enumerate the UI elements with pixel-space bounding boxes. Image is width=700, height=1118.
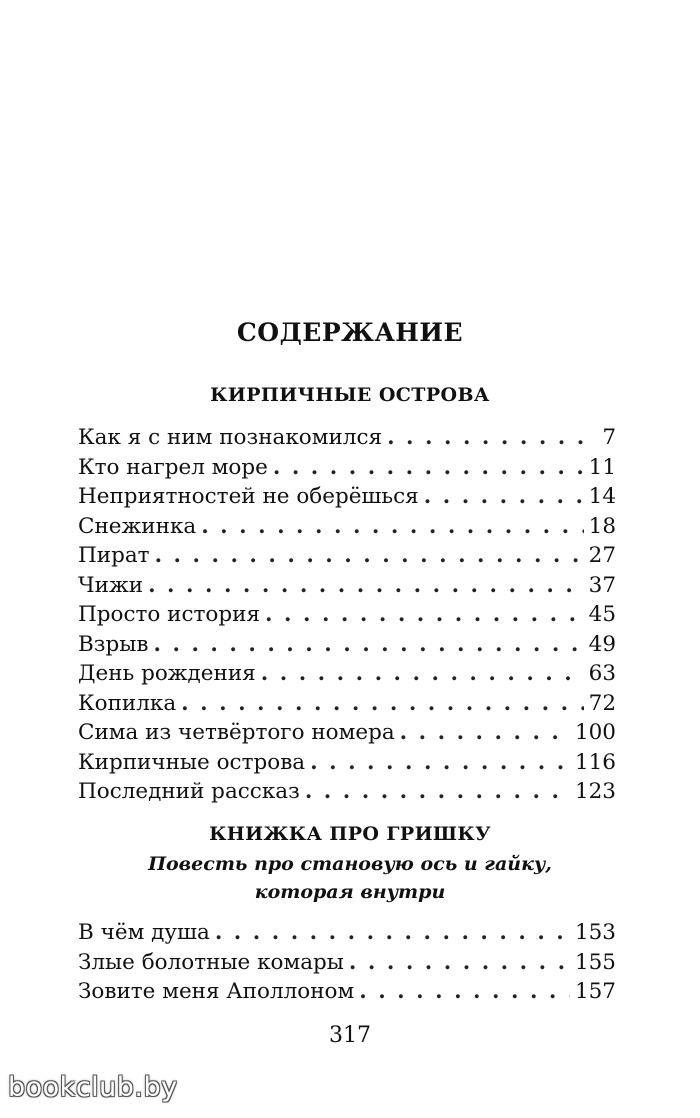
toc-entry-page: 155: [574, 949, 616, 975]
toc-entry-title: Чижи: [78, 572, 144, 598]
toc-entry[interactable]: [78, 602, 616, 632]
dot-leader: [424, 484, 584, 509]
toc-entry[interactable]: [78, 750, 616, 780]
toc-entry-page: 153: [574, 920, 616, 945]
toc-entry-title: Как я с ним познакомился: [78, 425, 383, 450]
dot-leader: [387, 425, 597, 450]
page-title: СОДЕРЖАНИЕ: [236, 318, 464, 347]
toc-entry[interactable]: [78, 691, 616, 721]
toc-entry-page: 100: [574, 720, 616, 745]
dot-leader: [359, 979, 570, 1004]
toc-entry-title: Неприятностей не оберёшься: [78, 484, 419, 509]
toc-entry-page: 27: [588, 543, 616, 568]
toc-entry-page: 37: [588, 572, 616, 598]
toc-entry-page: 49: [588, 631, 616, 657]
toc-entry[interactable]: [78, 514, 616, 544]
dot-leader: [305, 779, 570, 804]
toc-entry-title: Снежинка: [78, 513, 197, 539]
toc-entry[interactable]: [78, 455, 616, 485]
toc-entry[interactable]: [78, 979, 616, 1009]
dot-leader: [155, 543, 584, 568]
toc-entry-page: 123: [574, 779, 616, 804]
toc-entry-page: 7: [602, 425, 616, 450]
toc-entry-title: Кто нагрел море: [78, 454, 268, 480]
toc-entry-title: Просто история: [78, 602, 261, 627]
dot-leader: [349, 950, 570, 975]
toc-entry[interactable]: [78, 779, 616, 809]
toc-entry-title: Злые болотные комары: [78, 949, 344, 975]
toc-entry-page: 45: [588, 602, 616, 627]
toc-entry[interactable]: [78, 661, 616, 691]
toc-entry[interactable]: [78, 720, 616, 750]
page-number: 317: [329, 1023, 371, 1048]
dot-leader: [310, 750, 570, 775]
toc-entry[interactable]: [78, 950, 616, 980]
toc-entry[interactable]: [78, 425, 616, 455]
toc-entry-title: Последний рассказ: [78, 779, 300, 804]
toc-entry-page: 157: [574, 979, 616, 1004]
toc-entry-page: 14: [588, 484, 616, 509]
toc-entry-title: День рождения: [78, 661, 256, 686]
toc-list-section-2: [78, 920, 616, 1009]
dot-leader: [201, 514, 583, 539]
section-heading-knizhka-pro-grishku: КНИЖКА ПРО ГРИШКУ: [209, 823, 491, 845]
dot-leader: [261, 661, 584, 686]
toc-entry[interactable]: [78, 920, 616, 950]
toc-entry-title: Сима из четвёртого номера: [78, 720, 395, 745]
toc-entry[interactable]: [78, 632, 616, 662]
dot-leader: [181, 691, 583, 716]
toc-entry-title: Взрыв: [78, 631, 149, 657]
toc-entry-title: Пират: [78, 543, 150, 568]
toc-entry[interactable]: [78, 484, 616, 514]
watermark: bookclub.by: [8, 1072, 178, 1103]
dot-leader: [154, 632, 584, 657]
dot-leader: [148, 573, 584, 598]
toc-entry-page: 116: [574, 749, 616, 775]
dot-leader: [215, 920, 570, 945]
toc-entry-page: 18: [588, 513, 616, 539]
dot-leader: [400, 720, 570, 745]
toc-entry-title: Зовите меня Аполлоном: [78, 979, 355, 1004]
dot-leader: [265, 602, 584, 627]
toc-entry-page: 11: [588, 454, 616, 480]
toc-entry-title: В чём душа: [78, 920, 210, 945]
toc-entry[interactable]: [78, 543, 616, 573]
dot-leader: [273, 455, 584, 480]
toc-entry-page: 72: [588, 690, 616, 716]
section-subtitle-line-1: Повесть про становую ось и гайку,: [148, 853, 552, 875]
toc-entry-title: Кирпичные острова: [78, 749, 306, 775]
toc-entry-page: 63: [588, 661, 616, 686]
section-subtitle-line-2: которая внутри: [254, 881, 446, 903]
toc-entry-title: Копилка: [78, 690, 177, 716]
toc-entry[interactable]: [78, 573, 616, 603]
section-heading-kirpichnye-ostrova: КИРПИЧНЫЕ ОСТРОВА: [210, 384, 490, 406]
toc-list-section-1: [78, 425, 616, 809]
